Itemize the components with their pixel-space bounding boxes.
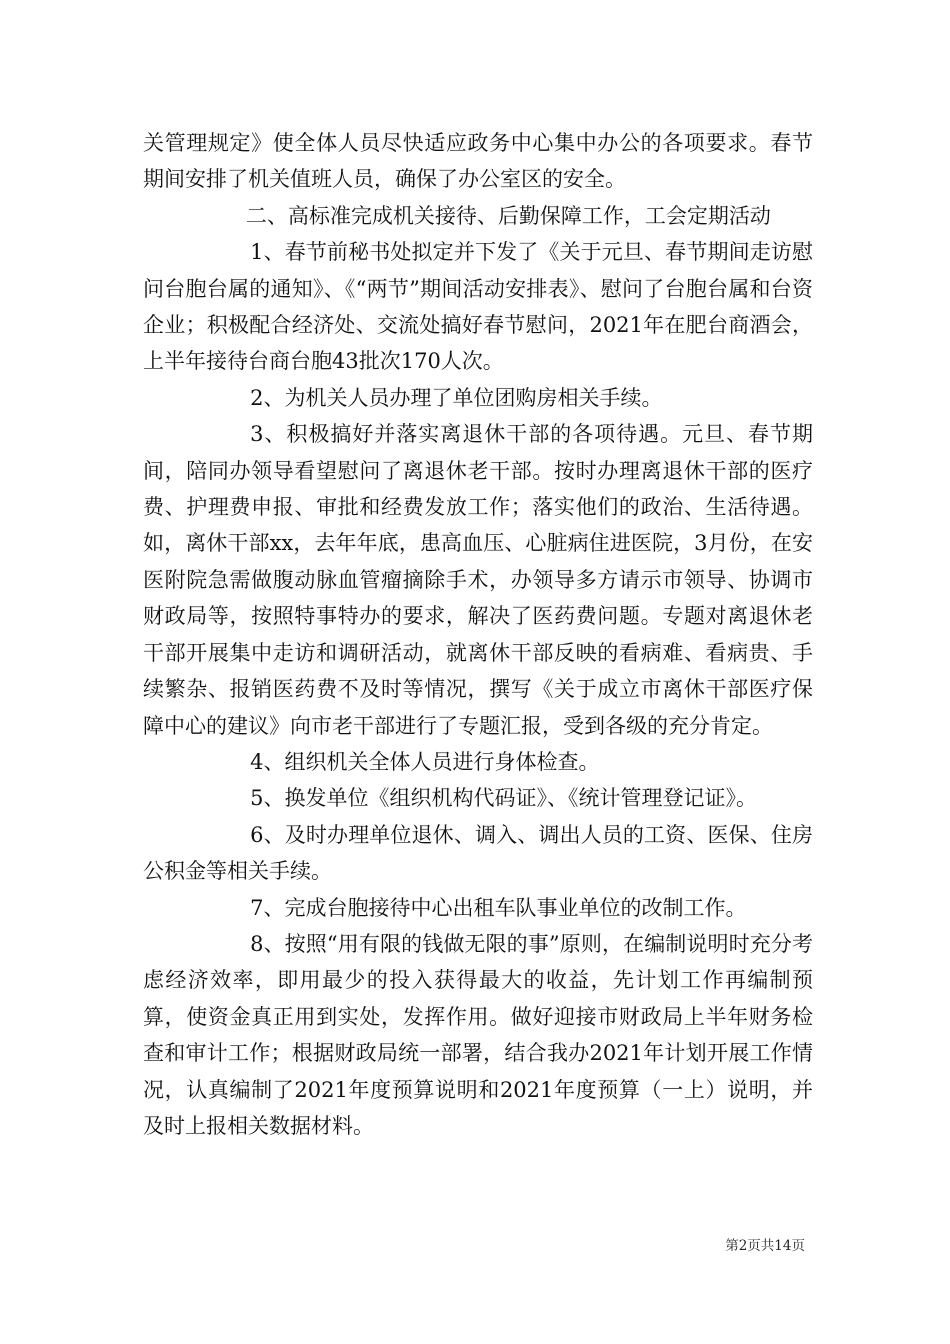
list-item-3: 3、积极搞好并落实离退休干部的各项待遇。元旦、春节期间，陪同办领导看望慰问了离退休老干部。按时办理离退休干部的医疗费、护理费申报、审批和经费发放工作；落实他们的政治、生活待遇。如，离休干部xx，去年年底，患高血压、心脏病住进医院，3月份，在安医附院急需做腹动脉血管瘤摘除手术，办领导多方请示市领导、协调市财政局等，按照特事特办的要求，解决了医药费问题。专题对离退休老干部开展集中走访和调研活动，就离休干部反映的看病难、看病贵、手续繁杂、报销医药费不及时等情况，撰写《关于成立市离休干部医疗保障中心的建议》向市老干部进行了专题汇报，受到各级的充分肯定。	[143, 422, 813, 738]
page-number-footer: 第2页共14页	[725, 1238, 805, 1254]
list-item-5: 5、换发单位《组织机构代码证》、《统计管理登记证》。	[250, 786, 757, 811]
paragraph-continuation: 关管理规定》使全体人员尽快适应政务中心集中办公的各项要求。春节期间安排了机关值班人员，确保了办公室区的安全。	[143, 131, 813, 192]
list-item-7: 7、完成台胞接待中心出租车队事业单位的改制工作。	[250, 895, 747, 920]
list-item-2: 2、为机关人员办理了单位团购房相关手续。	[250, 385, 663, 410]
list-item-1: 1、春节前秘书处拟定并下发了《关于元旦、春节期间走访慰问台胞台属的通知》、《“两节”期间活动安排表》、慰问了台胞台属和台资企业；积极配合经济处、交流处搞好春节慰问，2021年在肥台商酒会，上半年接待台商台胞43批次170人次。	[143, 240, 813, 374]
list-item-6: 6、及时办理单位退休、调入、调出人员的工资、医保、住房公积金等相关手续。	[143, 822, 813, 884]
document-body	[143, 125, 813, 1144]
section-heading: 二、高标准完成机关接待、后勤保障工作，工会定期活动	[245, 203, 771, 228]
list-item-4: 4、组织机关全体人员进行身体检查。	[250, 749, 600, 774]
list-item-8: 8、按照“用有限的钱做无限的事”原则，在编制说明时充分考虑经济效率，即用最少的投入获得最大的收益，先计划工作再编制预算，使资金真正用到实处，发挥作用。做好迎接市财政局上半年财务检查和审计工作；根据财政局统一部署，结合我办2021年计划开展工作情况，认真编制了2021年度预算说明和2021年度预算（一上）说明，并及时上报相关数据材料。	[143, 931, 813, 1138]
